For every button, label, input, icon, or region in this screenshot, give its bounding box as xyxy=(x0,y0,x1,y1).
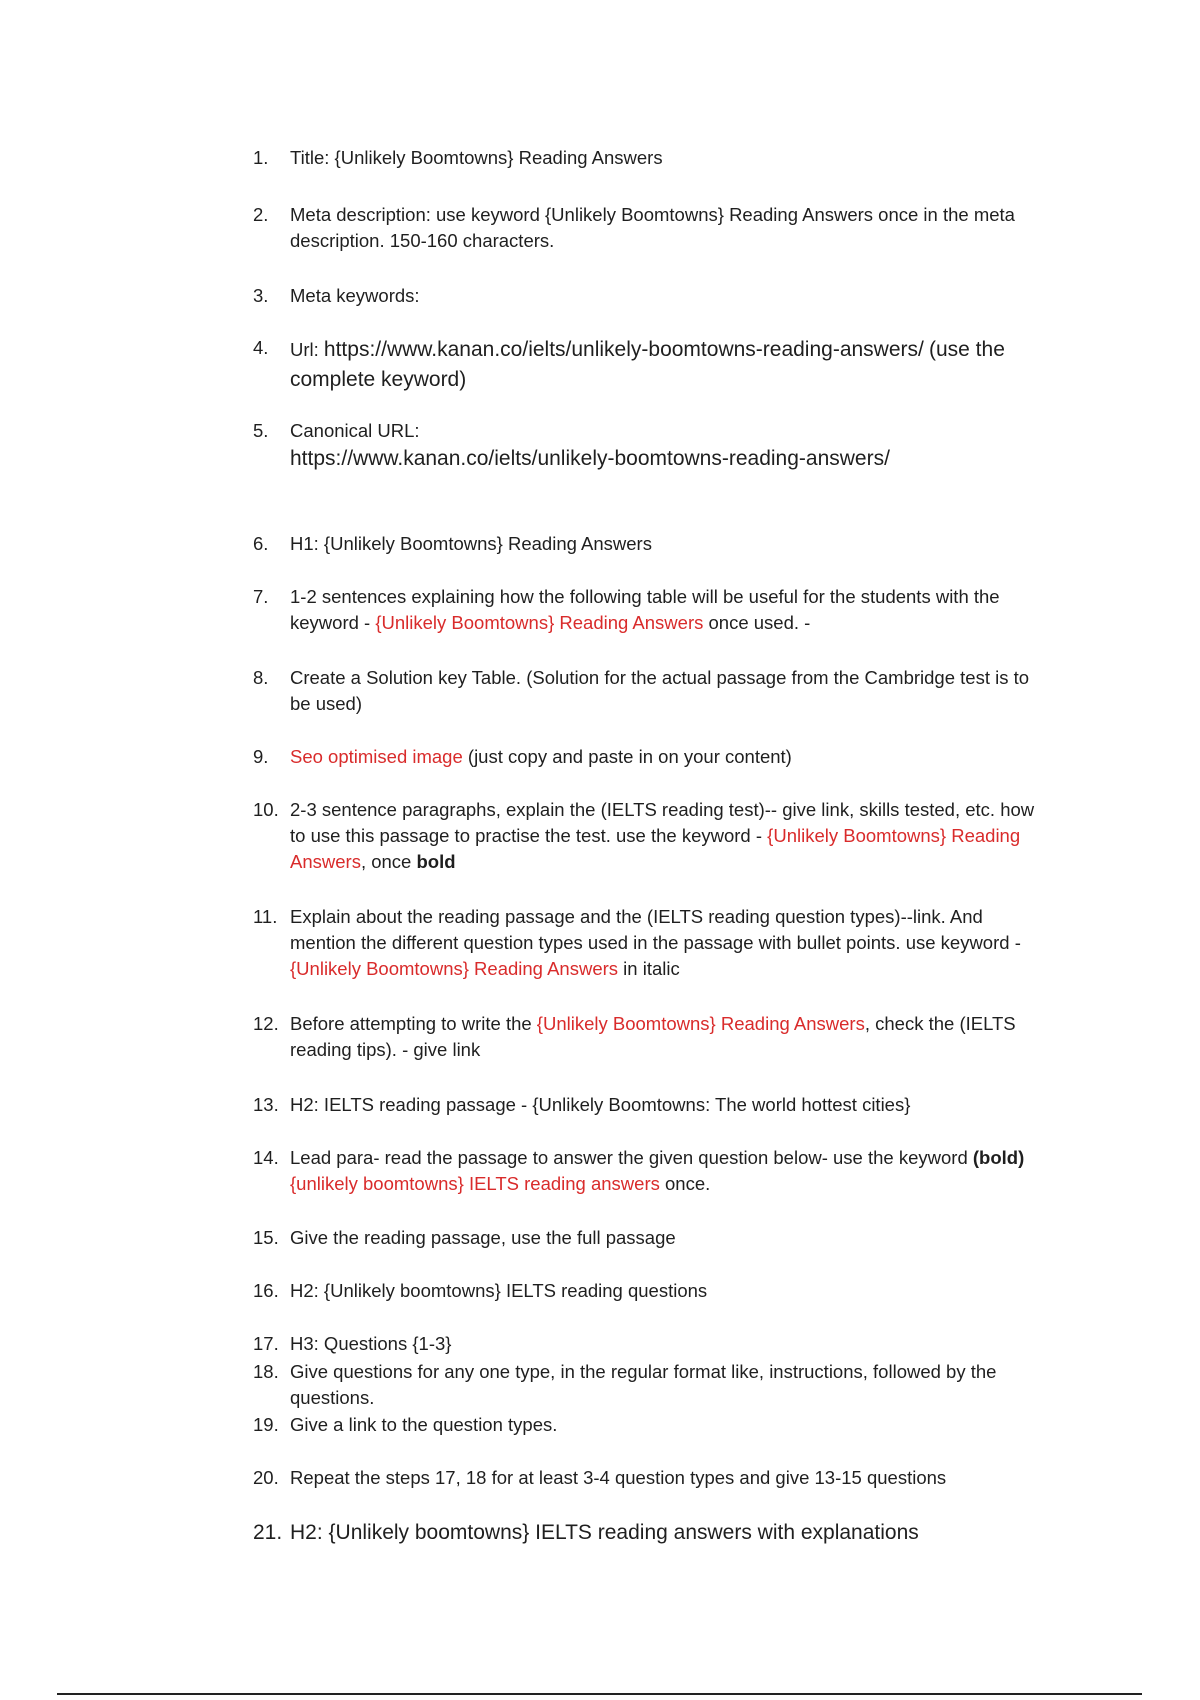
list-item-11 xyxy=(253,904,1053,982)
list-item-14 xyxy=(253,1145,1053,1197)
list-item-18 xyxy=(253,1359,1053,1411)
item-text-part: , once xyxy=(360,851,417,872)
keyword-highlight: {Unlikely Boomtowns} Reading Answers xyxy=(375,612,704,633)
list-item-12 xyxy=(253,1011,1053,1063)
item-number: 7. xyxy=(253,586,269,607)
url-link[interactable]: https://www.kanan.co/ielts/unlikely-boomtowns-reading-answers/ xyxy=(323,338,924,361)
item-text xyxy=(290,1145,1053,1197)
list-item-1 xyxy=(253,145,1053,171)
list-item-13 xyxy=(253,1092,1053,1118)
item-text-part: , check the (IELTS reading tips). - give link xyxy=(290,1013,1016,1060)
url-label: Url: xyxy=(290,339,319,360)
item-number: 5. xyxy=(253,420,269,441)
item-number: 17. xyxy=(253,1333,279,1354)
list-item-17 xyxy=(253,1331,1053,1357)
keyword-highlight: Seo optimised image xyxy=(290,746,463,767)
list-item-19 xyxy=(253,1412,1053,1438)
list-item-4 xyxy=(253,335,1053,395)
list-item-15 xyxy=(253,1225,1053,1251)
item-text: H1: {Unlikely Boomtowns} Reading Answers xyxy=(290,533,652,554)
item-number: 19. xyxy=(253,1414,279,1435)
item-number: 11. xyxy=(253,906,278,927)
item-number: 16. xyxy=(253,1280,279,1301)
list-item-16 xyxy=(253,1278,1053,1304)
list-item-5 xyxy=(253,418,1053,474)
item-text: Give the reading passage, use the full passage xyxy=(290,1227,676,1248)
item-text-part: Before attempting to write the xyxy=(290,1013,537,1034)
item-text xyxy=(290,1011,1053,1063)
item-number: 20. xyxy=(253,1467,279,1488)
bold-word: bold xyxy=(416,851,456,872)
list-item-9 xyxy=(253,744,1053,770)
item-text: H2: IELTS reading passage - {Unlikely Boomtowns: The world hottest cities} xyxy=(290,1094,911,1115)
item-number: 13. xyxy=(253,1094,279,1115)
item-number: 8. xyxy=(253,667,269,688)
item-text: H2: {Unlikely boomtowns} IELTS reading questions xyxy=(290,1280,708,1301)
page-bottom-rule xyxy=(57,1693,1142,1695)
item-text: Give questions for any one type, in the regular format like, instructions, followed by the questions. xyxy=(290,1361,997,1408)
list-item-2 xyxy=(253,202,1053,254)
keyword-highlight: {Unlikely Boomtowns} Reading Answers xyxy=(290,825,1021,872)
item-number: 4. xyxy=(253,337,269,358)
keyword-highlight: {Unlikely Boomtowns} Reading Answers xyxy=(290,958,619,979)
item-text-part: once. xyxy=(659,1173,711,1194)
item-number: 10. xyxy=(253,799,279,820)
item-text xyxy=(290,584,1053,636)
item-text xyxy=(290,904,1053,982)
list-item-7 xyxy=(253,584,1053,636)
bold-word: (bold) xyxy=(972,1147,1025,1168)
item-number: 9. xyxy=(253,746,269,767)
list-item-6 xyxy=(253,531,1053,557)
item-text: H2: {Unlikely boomtowns} IELTS reading answers with explanations xyxy=(290,1521,919,1544)
item-text-part: Lead para- read the passage to answer the given question below- use the keyword xyxy=(290,1147,973,1168)
item-text: Meta description: use keyword {Unlikely Boomtowns} Reading Answers once in the meta description. 150-160 characters. xyxy=(290,204,1015,251)
item-text: Title: {Unlikely Boomtowns} Reading Answers xyxy=(290,147,663,168)
url-note: (use the complete keyword) xyxy=(290,338,1005,391)
item-number: 15. xyxy=(253,1227,279,1248)
item-text-part: once used. - xyxy=(703,612,811,633)
list-item-8 xyxy=(253,665,1053,717)
item-number: 3. xyxy=(253,285,269,306)
canonical-label: Canonical URL: xyxy=(290,420,420,441)
item-text xyxy=(290,418,1053,474)
item-text: Give a link to the question types. xyxy=(290,1414,558,1435)
keyword-highlight: {unlikely boomtowns} IELTS reading answers xyxy=(290,1173,660,1194)
item-text-part: (just copy and paste in on your content) xyxy=(462,746,792,767)
item-text: H3: Questions {1-3} xyxy=(290,1333,452,1354)
list-item-21 xyxy=(253,1518,1053,1548)
item-text: Create a Solution key Table. (Solution for the actual passage from the Cambridge test is to be used) xyxy=(290,667,1030,714)
list-item-3 xyxy=(253,283,1053,309)
item-number: 18. xyxy=(253,1361,279,1382)
item-number: 12. xyxy=(253,1013,279,1034)
keyword-highlight: {Unlikely Boomtowns} Reading Answers xyxy=(536,1013,865,1034)
canonical-url-link[interactable]: https://www.kanan.co/ielts/unlikely-boomtowns-reading-answers/ xyxy=(290,447,890,470)
item-text-part: 2-3 sentence paragraphs, explain the (IELTS reading test)-- give link, skills tested, etc. how to use this passage to practise the test. use the keyword - xyxy=(290,799,1035,846)
item-text: Repeat the steps 17, 18 for at least 3-4 question types and give 13-15 questions xyxy=(290,1467,947,1488)
item-number: 1. xyxy=(253,147,269,168)
item-number: 2. xyxy=(253,204,269,225)
item-text xyxy=(290,335,1053,395)
item-text xyxy=(290,744,1053,770)
list-item-20 xyxy=(253,1465,1053,1491)
item-text-part: Explain about the reading passage and the (IELTS reading question types)--link. And mention the different question types used in the passage with bullet points. use keyword - xyxy=(290,906,1021,953)
item-text-part: in italic xyxy=(618,958,680,979)
item-text xyxy=(290,797,1053,875)
item-number: 6. xyxy=(253,533,269,554)
list-item-10 xyxy=(253,797,1053,875)
item-text: Meta keywords: xyxy=(290,285,420,306)
item-number: 14. xyxy=(253,1147,279,1168)
item-text-part: 1-2 sentences explaining how the following table will be useful for the students with the keyword - xyxy=(290,586,1000,633)
item-number: 21. xyxy=(253,1521,283,1544)
